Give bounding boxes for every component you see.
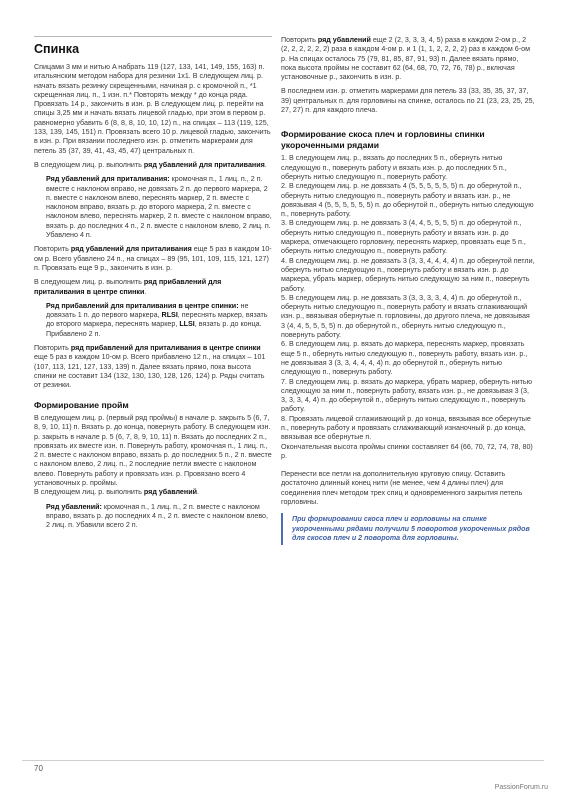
- paragraph-increase-intro: В следующем лиц. р. выполнить ряд прибавлений для приталивания в центре спинки.: [34, 278, 222, 296]
- heading-armhole: Формирование пройм: [34, 399, 129, 410]
- paragraph-armhole: В следующем лиц. р. (первый ряд проймы) в начале р. закрыть 5 (6, 7, 8, 9, 10, 11) п. Вязать р. до конца, повернуть работу. В следующем изн. р. закрыть в начале р. 5 (6, 7, 8, 9, 10, 11) п. Вязать до последних 2 п., провязать их вместе изн. п. Повернуть работу, кромочная п., 1 лиц. п., 2 п. вместе с наклоном вправо, вязать р. до последних 5 п., 2 п. вместе с наклоном влево, 2 лиц. п., 2 последние петли вместе с наклоном влево. Повернуть работу и провязать изн. р. Провязано всего 4 установочных р. проймы.: [34, 414, 272, 488]
- paragraph-armhole-decrease-intro: В следующем лиц. р. выполнить ряд убавлений.: [34, 488, 199, 497]
- step-item: 7. В следующем лиц. р. вязать до маркера, убрать маркер, обернуть нитью следующую за ним п., повернуть работу, вязать изн. р., не довязывая 3 (3, 3, 3, 3, 4, 4) п. до обернутой п., обернуть нитью следующую п., повернуть работу.: [281, 377, 532, 414]
- right-column: [281, 36, 535, 545]
- section-title: Спинка: [34, 42, 80, 56]
- step-item: 3. В следующем лиц. р. не довязать 3 (4, 4, 5, 5, 5, 5) п. до обернутой п., обернуть нитью следующую п., повернуть работу и вязать изн. р. до маркера, отмечающего горловину, переснять маркер, провязать еще 5 п., обернуть нитью следующую п., повернуть работу.: [281, 219, 526, 256]
- paragraph-decrease-repeat: Повторить ряд убавлений для приталивания еще 5 раз в каждом 10-ом р. Всего убавлено 24 п., на спицах – 89 (95, 101, 109, 115, 121, 127) п. Провязать еще 9 р., закончить в изн. р.: [34, 245, 272, 272]
- decrease-row-instruction: Ряд убавлений для приталивания: кромочная п., 1 лиц. п., 2 п. вместе с наклоном вправо, не довязать 2 п. до первого маркера, 2 п. вместе с наклоном влево, переснять маркер, 2 п. вместе с наклоном вправо, вязать р. до второго маркера, 2 п. вместе с наклоном влево, переснять маркер, 2 п. вместе с наклоном вправо, вязать р. до последних 4 п., 2 п. вместе с наклоном влево, 2 лиц. п. Убавлено 4 п.: [46, 175, 272, 240]
- paragraph-cast-on: Спицами 3 мм и нитью A набрать 119 (127, 133, 141, 149, 155, 163) п. итальянским методом набора для резинки 1x1. В следующем лиц. р. начать вязать резинку скрещенными, начиная р. с кромочной п., *1 скрещенная лиц. п., 1 изн. п.* Повторять между * до конца ряда. Провязать 14 р., закончить в изн. р. В следующем лиц. р. перейти на спицы 3,25 мм и начать вязать лицевой гладью, при этом в первом р. равномерно убавить 6 (8, 8, 8, 10, 10, 12) п., на спицах – 113 (119, 125, 133, 139, 145, 151) п. Провязать всего 10 р. лицевой гладью, закончить в изн. р. При вязании последнего изн. р. отметить маркерами для петель 35 (37, 39, 41, 43, 45, 47) центральных п.: [34, 63, 271, 155]
- paragraph-transfer-stitches: Перенести все петли на дополнительную круговую спицу. Оставить достаточно длинный конец нити (не менее, чем 4 длины плеч) для соединения плеч методом трех спиц и одновременного закрытия петель горловины.: [281, 470, 523, 507]
- left-column: [34, 36, 272, 536]
- short-row-steps: [281, 154, 535, 461]
- footer-rule: [22, 760, 544, 761]
- site-watermark: PassionForum.ru: [494, 784, 548, 791]
- paragraph-increase-repeat: Повторить ряд прибавлений для приталивания в центре спинки еще 5 раз в каждом 10-ом р. Всего прибавлено 12 п., на спицах – 101 (107, 113, 121, 127, 133, 139) п. Далее вязать прямо, пока высота спинки не составит 134 (132, 130, 130, 128, 126, 124) р. Ряды считать от резинки.: [34, 344, 266, 390]
- step-item: 2. В следующем лиц. р. не довязать 4 (5, 5, 5, 5, 5, 5) п. до обернутой п., обернуть нитью следующую п., повернуть работу и вязать изн. р., не довязывая 4 (5, 5, 5, 5, 5, 5) п. до обернутой п., обернуть нитью следующую п., повернуть работу.: [281, 182, 534, 219]
- page-number: 70: [34, 764, 43, 773]
- paragraph-armhole-repeat: Повторить ряд убавлений еще 2 (2, 3, 3, 3, 4, 5) раза в каждом 2-ом р., 2 (2, 2, 2, 2, 2, 2) раза в каждом 4-ом р. и 1 (1, 1, 2, 2, 2, 2) раз в каждом 6-ом р. На спицах осталось 75 (79, 81, 85, 87, 91, 93) п. Далее вязать прямо, пока высота проймы не составит 62 (64, 68, 70, 72, 76, 78) р., включая установочные р., закончить в изн. р.: [281, 36, 531, 82]
- step-item: 8. Провязать лицевой сглаживающий р. до конца, ввязывая все обернутые п., повернуть работу и провязать сглаживающий изнаночный р. до конца, ввязывая все обернутые п.: [281, 414, 531, 442]
- final-height: Окончательная высота проймы спинки составляет 64 (66, 70, 72, 74, 78, 80) р.: [281, 442, 533, 460]
- step-item: 6. В следующем лиц. р. вязать до маркера, переснять маркер, провязать еще 5 п., обернуть нитью следующую п., повернуть работу, вязать изн. р., не довязывая 3 (3, 3, 4, 4, 4, 4) п. до обернутой п., обернуть нитью следующую п., повернуть работу.: [281, 340, 528, 377]
- paragraph-neckline-markers: В последнем изн. р. отметить маркерами для петель 33 (33, 35, 35, 37, 37, 39) центральных п. для горловины на спинке, осталось по 21 (23, 23, 25, 25, 27, 27) п. для каждого плеча.: [281, 87, 535, 115]
- section-top-rule: [34, 36, 272, 37]
- spacer: [281, 461, 535, 470]
- step-item: 5. В следующем лиц. р. не довязать 3 (3, 3, 3, 3, 4, 4) п. до обернутой п., обернуть нитью следующую п., повернуть работу и вязать сглаживающий изн. р., ввязывая обернутые п. горловины, до другого плеча, не довязывая 3 (4, 4, 5, 5, 5, 5) п. до обернутой п., обернуть нитью следующую п., повернуть работу.: [281, 293, 530, 340]
- paragraph-decrease-intro: В следующем лиц. р. выполнить ряд убавлений для приталивания.: [34, 160, 267, 169]
- step-item: 4. В следующем лиц. р. не довязать 3 (3, 3, 4, 4, 4, 4) п. до обернутой петли, обернуть нитью следующую п., повернуть работу и вязать изн. р. до маркера, убрать маркер, обернуть нитью следующую за ним п., повернуть работу.: [281, 256, 535, 293]
- step-item: 1. В следующем лиц. р., вязать до последних 5 п., обернуть нитью следующую п., повернуть работу и вязать изн. р. до последних 5 п., обернуть нитью следующую п., повернуть работу.: [281, 154, 507, 181]
- heading-shoulder-shaping: Формирование скоса плеч и горловины спинки укороченными рядами: [281, 129, 485, 150]
- increase-row-instruction: Ряд прибавлений для приталивания в центре спинки: не довязать 1 п. до первого маркера, RLSI, переснять маркер, вязать до второго маркера, переснять маркер, LLSI, вязать р. до конца. Прибавлено 2 п.: [46, 301, 268, 338]
- armhole-decrease-row-instruction: Ряд убавлений: кромочная п., 1 лиц. п., 2 п. вместе с наклоном вправо, вязать р. до последних 4 п., 2 п. вместе с наклоном влево, 2 лиц. п. Убавили всего 2 п.: [46, 502, 269, 530]
- note-callout: При формировании скоса плеч и горловины на спинке укороченными рядами получили 5 поворотов укороченных рядов для скосов плеч и 2 поворота для горловины.: [281, 513, 535, 545]
